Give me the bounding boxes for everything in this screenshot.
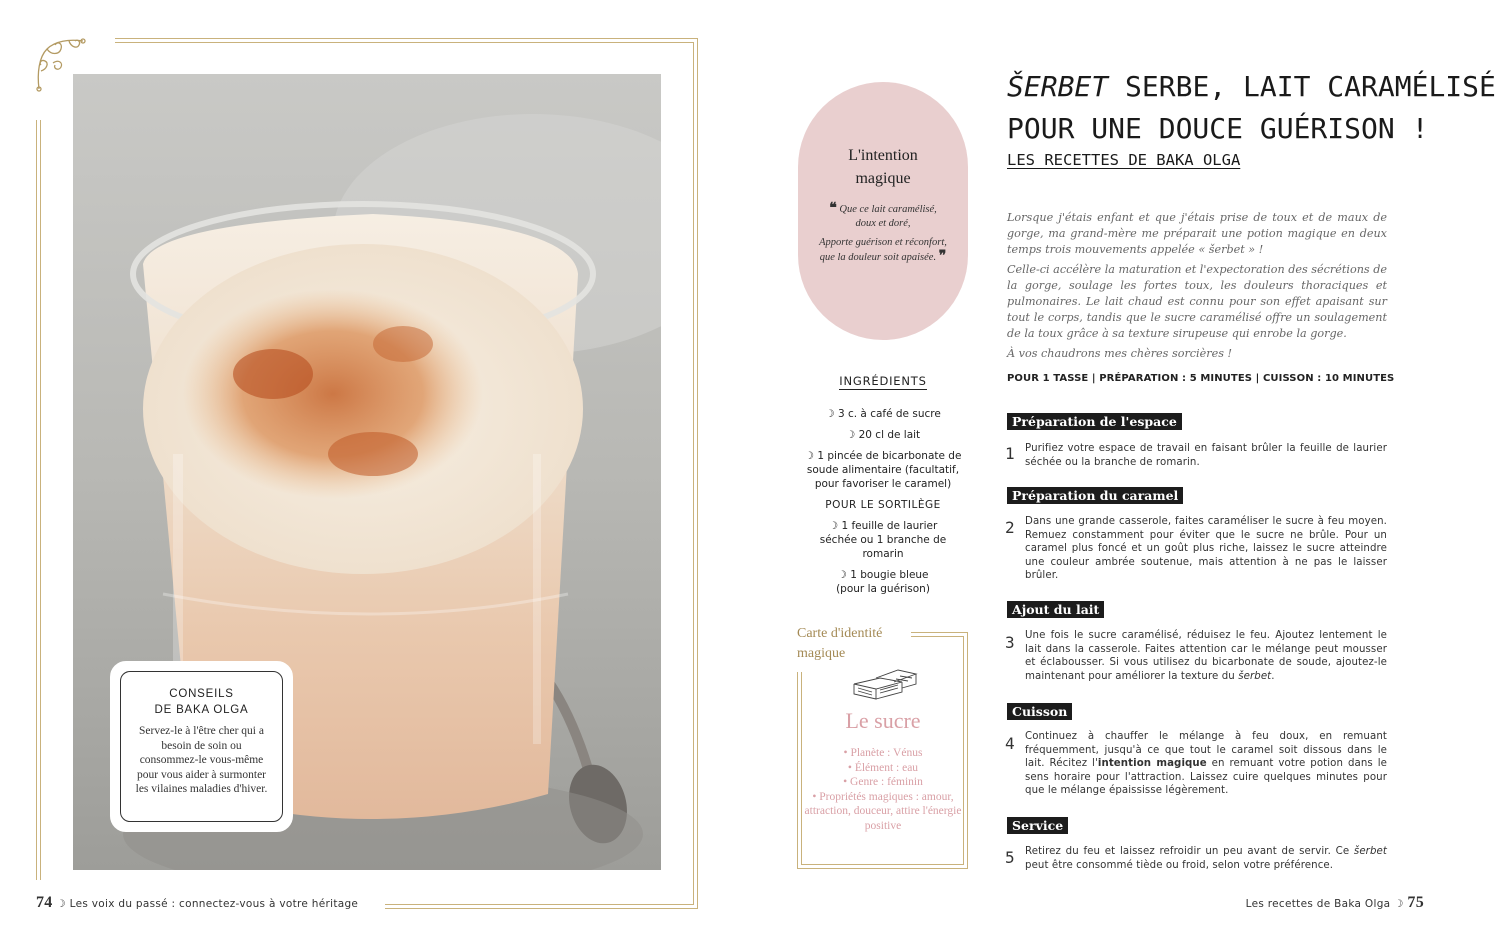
step-text-part: Une fois le sucre caramélisé, réduisez le feu. Ajoutez lentement le lait dans la casserole. Faites attention car le mélange peut mousser et éclabousser. Si vous utilisez du bicarbonate de soude, ajoutez-le maintenant pour améliorer la texture du bbox=[1025, 630, 1387, 682]
step-number-2: 2 bbox=[1005, 518, 1015, 537]
intention-title bbox=[798, 144, 968, 190]
step-number-3: 3 bbox=[1005, 633, 1015, 652]
step-text-bold: intention magique bbox=[1097, 758, 1207, 770]
intention-title-line1: L'intention bbox=[848, 147, 918, 164]
intro-paragraph: Lorsque j'étais enfant et que j'étais prise de toux et de maux de gorge, ma grand-mère me préparait une potion magique en deux temps trois mouvements appelée « šerbet » ! bbox=[1007, 211, 1387, 256]
intention-title-line2: magique bbox=[855, 170, 911, 187]
frame-line bbox=[40, 120, 41, 880]
identity-card-title bbox=[797, 624, 882, 664]
recipe-meta: POUR 1 TASSE | PRÉPARATION : 5 MINUTES | CUISSON : 10 MINUTES bbox=[1007, 373, 1395, 384]
step-label-1: Préparation de l'espace bbox=[1007, 413, 1182, 430]
footer-right bbox=[1246, 894, 1424, 912]
frame-line bbox=[115, 42, 694, 43]
open-quote-icon: ❝ bbox=[829, 201, 837, 216]
frame-line bbox=[115, 38, 698, 39]
spell-text: 1 bougie bleue (pour la guérison) bbox=[836, 568, 930, 595]
ingredients-title-text: INGRÉDIENTS bbox=[839, 374, 927, 388]
intro-paragraph: À vos chaudrons mes chères sorcières ! bbox=[1007, 347, 1233, 360]
identity-card-name: Le sucre bbox=[845, 708, 921, 733]
moon-icon: ☽ bbox=[804, 450, 814, 463]
footer-right-text: Les recettes de Baka Olga bbox=[1245, 898, 1391, 910]
step-number-4: 4 bbox=[1005, 734, 1015, 753]
step-text-1: Purifiez votre espace de travail en faisant brûler la feuille de laurier séchée ou la branche de romarin. bbox=[1025, 443, 1387, 468]
step-text-part: Retirez du feu et laissez refroidir un peu avant de servir. Ce bbox=[1025, 846, 1354, 857]
ingredient-item bbox=[795, 429, 971, 443]
ingredient-item bbox=[795, 408, 971, 422]
frame-line bbox=[963, 636, 964, 865]
bullet-icon: • bbox=[847, 761, 852, 774]
recipe-title-line1: SERBE, LAIT CARAMÉLISÉ bbox=[1108, 70, 1496, 103]
step-label-4: Cuisson bbox=[1007, 703, 1072, 720]
ingredient-item bbox=[795, 450, 971, 491]
sugar-cubes-icon bbox=[850, 664, 920, 700]
step-text-part: . bbox=[1271, 670, 1275, 682]
recipe-subtitle: LES RECETTES DE BAKA OLGA bbox=[1007, 151, 1241, 169]
recipe-title-line2: POUR UNE DOUCE GUÉRISON ! bbox=[1007, 112, 1429, 145]
tips-title-line1: CONSEILS bbox=[169, 688, 234, 700]
frame-line bbox=[697, 38, 698, 908]
tips-title bbox=[121, 686, 282, 718]
step-label-3: Ajout du lait bbox=[1007, 601, 1104, 618]
tips-title-line2: DE BAKA OLGA bbox=[154, 704, 249, 716]
property-item bbox=[803, 775, 963, 790]
step-text-2: Dans une grande casserole, faites caraméliser le sucre à feu moyen. Remuez constamment pour éviter que le sucre ne brûle. Pour un caramel plus foncé et un goût plus riche, laissez le sucre atteindre une couleur ambrée soutenue, mais attention à ne pas le laisser brûler. bbox=[1025, 516, 1387, 582]
intention-pill bbox=[798, 82, 968, 340]
ingredient-text: 3 c. à café de sucre bbox=[837, 408, 941, 420]
step-label-5: Service bbox=[1007, 817, 1068, 834]
moon-icon: ☽ bbox=[828, 520, 839, 533]
step-text-part: peut être consommé tiède ou froid, selon votre préférence. bbox=[1025, 859, 1334, 871]
frame-line bbox=[911, 636, 964, 637]
frame-line bbox=[36, 120, 37, 880]
frame-line bbox=[797, 868, 968, 869]
property-item bbox=[803, 746, 963, 761]
footer-left bbox=[36, 894, 358, 912]
tips-text: Servez-le à l'être cher qui a besoin de soin ou consommez-le vous-même pour vous aider à surmonter les vilaines maladies d'hiver. bbox=[135, 725, 268, 795]
frame-line bbox=[693, 42, 694, 904]
property-text: Genre : féminin bbox=[850, 776, 923, 788]
page-number-right: 75 bbox=[1407, 894, 1424, 911]
ingredient-text: 20 cl de lait bbox=[858, 429, 921, 442]
moon-icon: ☽ bbox=[825, 408, 835, 420]
frame-line bbox=[967, 632, 968, 869]
step-number-1: 1 bbox=[1005, 444, 1015, 463]
step-number-5: 5 bbox=[1005, 848, 1015, 867]
step-text-italic: šerbet bbox=[1353, 846, 1387, 857]
property-item bbox=[803, 761, 963, 776]
intention-text-1: Que ce lait caramélisé, doux et doré, bbox=[839, 204, 937, 229]
recipe-intro bbox=[1007, 210, 1387, 366]
spell-item bbox=[795, 520, 971, 561]
bullet-icon: • bbox=[843, 747, 848, 759]
intention-text-2: Apporte guérison et réconfort, que la douleur soit apaisée. bbox=[819, 237, 947, 263]
frame-line bbox=[801, 672, 802, 865]
moon-icon: ☽ bbox=[845, 429, 856, 442]
moon-icon: ☽ bbox=[56, 898, 66, 910]
frame-line bbox=[911, 632, 968, 633]
ingredients-list bbox=[795, 408, 971, 604]
step-label-2: Préparation du caramel bbox=[1007, 487, 1183, 504]
property-text: Planète : Vénus bbox=[850, 747, 923, 759]
spell-item bbox=[795, 569, 971, 596]
property-text: Élément : eau bbox=[854, 761, 919, 774]
recipe-title bbox=[1007, 66, 1496, 150]
intention-text bbox=[798, 202, 968, 265]
intro-paragraph: Celle-ci accélère la maturation et l'expectoration des sécrétions de la gorge, soulage les fortes toux, les douleurs thoraciques et pulmonaires. Le lait chaud est connu pour son effet apaisant sur tout le corps, tandis que le sucre caramélisé offre un soulagement de la toux grâce à sa texture sirupeuse qui enrobe la gorge. bbox=[1007, 263, 1387, 340]
property-text: Propriétés magiques : amour, attraction, douceur, attire l'énergie positive bbox=[804, 790, 962, 832]
tips-box-inner bbox=[120, 671, 283, 822]
step-text-part: en remuant votre potion dans le sens horaire pour l'attraction. Laissez cuire quelques minutes pour que le mélange épaississe légèrement. bbox=[1025, 758, 1388, 797]
ingredients-title bbox=[798, 374, 968, 388]
frame-line bbox=[385, 904, 694, 905]
frame-line bbox=[385, 908, 698, 909]
step-text-4 bbox=[1025, 730, 1387, 798]
frame-line bbox=[797, 672, 798, 869]
ingredient-text: 1 pincée de bicarbonate de soude alimentaire (facultatif, pour favoriser le caramel) bbox=[806, 450, 962, 490]
frame-line bbox=[801, 864, 964, 865]
step-text-part: Continuez à chauffer le mélange à feu doux, en remuant fréquemment, jusqu'à ce que tout le caramel soit dissous dans le lait. Récitez l' bbox=[1025, 731, 1387, 770]
page-number-left: 74 bbox=[36, 894, 53, 911]
recipe-title-italic: ŠERBET bbox=[1007, 70, 1109, 103]
step-text-3 bbox=[1025, 629, 1387, 683]
identity-card-title-line2: magique bbox=[797, 646, 846, 661]
moon-icon: ☽ bbox=[837, 568, 847, 581]
identity-card-title-line1: Carte d'identité bbox=[797, 626, 883, 641]
bullet-icon: • bbox=[812, 790, 817, 803]
footer-left-text: Les voix du passé : connectez-vous à votre héritage bbox=[69, 898, 359, 910]
close-quote-icon: ❞ bbox=[938, 249, 947, 264]
identity-card-properties bbox=[803, 746, 963, 833]
step-text-italic: šerbet bbox=[1238, 670, 1272, 682]
property-item bbox=[803, 790, 963, 834]
spell-text: 1 feuille de laurier séchée ou 1 branche de romarin bbox=[819, 520, 947, 560]
spell-title: POUR LE SORTILÈGE bbox=[825, 499, 941, 512]
tips-box bbox=[110, 661, 293, 832]
step-text-5 bbox=[1025, 845, 1387, 872]
moon-icon: ☽ bbox=[1394, 898, 1404, 910]
bullet-icon: • bbox=[843, 776, 848, 788]
